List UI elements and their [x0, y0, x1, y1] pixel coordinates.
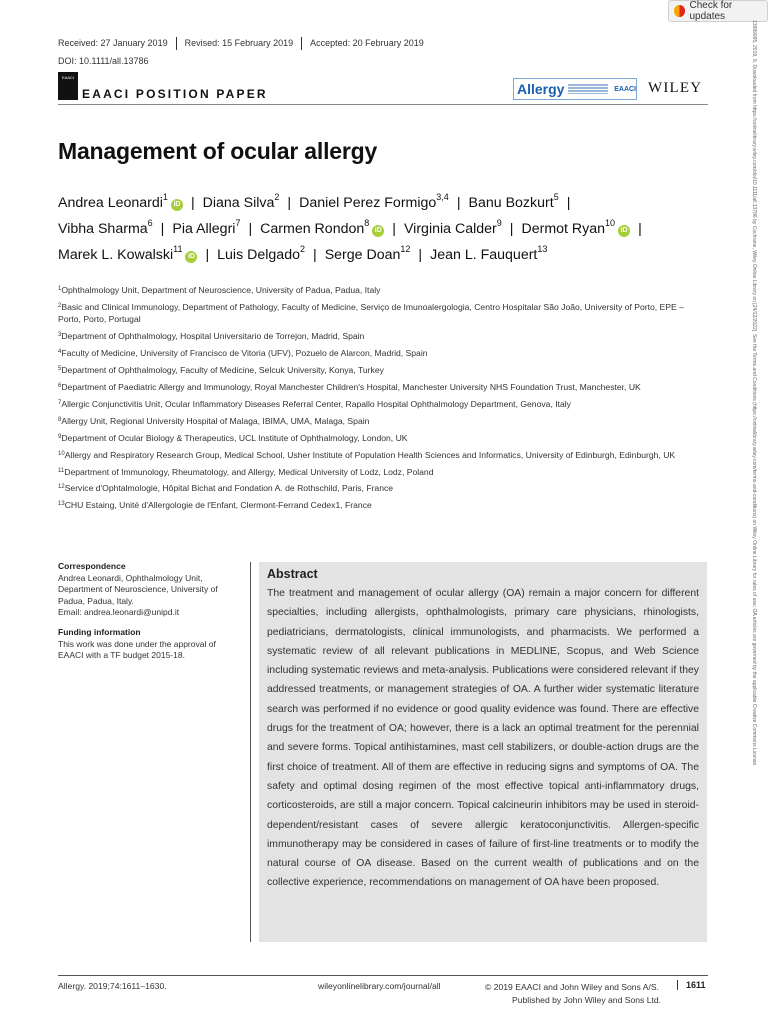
author-separator: |	[205, 247, 210, 263]
affiliation-text: Department of Paediatric Allergy and Immunology, Royal Manchester Children's Hospital, Manchester University NHS Foundation Trust, Manchester, UK	[61, 382, 641, 393]
correspondence-heading: Correspondence	[58, 561, 126, 571]
footer-page-separator	[677, 980, 678, 990]
eaaci-logo-text: EAACI	[61, 75, 74, 80]
author-affiliation-ref: 8	[364, 218, 370, 228]
author-name-text: Carmen Rondon	[260, 221, 365, 237]
affiliation-number: 5	[58, 366, 62, 373]
footer-copyright-line: © 2019 EAACI and John Wiley and Sons A/S.	[485, 982, 660, 992]
affiliation-text: CHU Estaing, Unité d'Allergologie de l'Enfant, Clermont-Ferrand Cedex1, France	[64, 500, 372, 511]
author-affiliation-ref: 10	[605, 218, 616, 228]
affiliation-number: 2	[58, 302, 62, 309]
affiliation-number: 13	[58, 501, 65, 508]
abstract-heading: Abstract	[267, 567, 318, 581]
author-affiliation-ref: 2	[299, 244, 305, 254]
funding-heading: Funding information	[58, 626, 141, 637]
funding-block	[58, 627, 243, 662]
affiliation-text: Allergy and Respiratory Research Group, Medical School, Usher Institute of Population Health Sciences and Informatics, University of Edinburgh, Edinburgh, UK	[64, 449, 676, 460]
affiliation-text: Department of Ophthalmology, Hospital Universitario de Torrejon, Madrid, Spain	[61, 331, 365, 342]
affiliation-number: 9	[58, 433, 62, 440]
check-for-updates-button[interactable]	[668, 0, 768, 22]
affiliation-text: Service d'Ophtalmologie, Hôpital Bichat and Fondation A. de Rothschild, Paris, France	[64, 483, 394, 494]
header-divider	[58, 104, 708, 105]
affiliation-item	[58, 482, 706, 495]
author-separator: |	[287, 195, 292, 211]
author-name[interactable]	[430, 244, 548, 263]
funding-line: EAACI with a TF budget 2015-18.	[58, 650, 185, 661]
funding-line: This work was done under the approval of	[58, 638, 216, 649]
orcid-icon[interactable]: iD	[618, 225, 630, 237]
author-list	[58, 190, 718, 268]
author-affiliation-ref: 5	[553, 192, 559, 202]
author-affiliation-ref: 9	[496, 218, 502, 228]
affiliation-number: 12	[58, 484, 65, 491]
author-affiliation-ref: 6	[147, 218, 153, 228]
author-name[interactable]	[217, 244, 305, 263]
author-name[interactable]	[202, 192, 280, 211]
author-name[interactable]	[468, 192, 559, 211]
footer-copyright	[485, 981, 661, 1007]
author-separator: |	[418, 247, 423, 263]
author-affiliation-ref: 11	[173, 244, 183, 254]
author-separator: |	[509, 221, 514, 237]
affiliation-text: Ophthalmology Unit, Department of Neuroscience, University of Padua, Padua, Italy	[61, 285, 381, 295]
author-affiliation-ref: 3,4	[436, 192, 449, 202]
abstract-divider	[250, 562, 251, 942]
author-name[interactable]	[58, 218, 153, 237]
affiliation-item	[58, 432, 706, 445]
correspondence-email[interactable]: Email: andrea.leonardi@unipd.it	[58, 607, 180, 618]
affiliation-item	[58, 398, 706, 411]
journal-logo-word: Allergy	[517, 81, 565, 97]
author-name-text: Marek L. Kowalski	[58, 247, 174, 263]
author-name[interactable]	[403, 218, 502, 237]
affiliation-number: 7	[58, 399, 62, 406]
affiliation-item	[58, 364, 706, 377]
author-line	[58, 216, 718, 242]
author-name[interactable]	[172, 218, 241, 237]
affiliation-number: 11	[58, 467, 65, 474]
affiliation-item	[58, 347, 706, 360]
author-name-text: Daniel Perez Formigo	[299, 195, 437, 211]
author-separator: |	[190, 195, 195, 211]
affiliation-text: Department of Ocular Biology & Therapeutics, UCL Institute of Ophthalmology, London, UK	[61, 432, 408, 443]
article-dates	[58, 37, 432, 50]
eaaci-logo	[58, 72, 78, 100]
check-for-updates-label: Check for updates	[689, 0, 733, 22]
correspondence-line: Department of Neuroscience, University of	[58, 584, 218, 595]
author-affiliation-ref: 12	[400, 244, 411, 254]
affiliation-number: 4	[58, 349, 62, 356]
author-name-text: Luis Delgado	[217, 247, 300, 263]
affiliation-item	[58, 330, 706, 343]
orcid-icon[interactable]: iD	[171, 199, 183, 211]
author-separator: |	[638, 221, 642, 237]
footer-citation: Allergy. 2019;74:1611–1630.	[58, 981, 167, 991]
author-separator: |	[313, 247, 317, 263]
author-separator: |	[392, 221, 396, 237]
author-name-text: Serge Doan	[324, 247, 401, 263]
author-affiliation-ref: 1	[162, 192, 168, 202]
affiliation-item	[58, 466, 706, 479]
author-name-text: Virginia Calder	[403, 221, 497, 237]
author-name-text: Diana Silva	[202, 195, 275, 211]
footer-journal-link[interactable]: wileyonlinelibrary.com/journal/all	[318, 981, 441, 991]
abstract-text: The treatment and management of ocular allergy (OA) remain a major concern for different specialties, including allergists, ophthalmologists, primary care physicians, rhinologists, pediatricians, dermatologists, clinical immunologists, and pharmacists. We performed a systematic review of all relevant publications in MEDLINE, Scopus, and Web Science including systematic reviews and meta-analysis. Publications were considered relevant if they addressed treatments, or management strategies of OA. A further wider systematic literature search was performed if no evidence or good quality evidence was found. There are effective drugs for the treatment of OA; however, there is a lack an optimal treatment for the perennial and severe forms. Topical antihistamines, mast cell stabilizers, or double-action drugs are the first choice of treatment. All of them are effective in reducing signs and symptoms of OA. The safety and optimal dosing regimen of the most effective topical anti-inflammatory drugs, corticosteroids, are still a major concern. Topical calcineurin inhibitors may be used in steroid-dependent/resistant cases of severe allergic keratoconjunctivitis. Allergen-specific immunotherapy may be considered in cases of failure of first-line treatments or to modify the natural course of OA disease. Based on the current wealth of publications and on the collective experience, recommendations on management of OA have been proposed.	[267, 588, 699, 889]
affiliation-text: Allergy Unit, Regional University Hospital of Malaga, IBIMA, UMA, Malaga, Spain	[61, 415, 370, 426]
section-label: EAACI POSITION PAPER	[82, 87, 268, 101]
affiliation-number: 1	[58, 286, 62, 292]
affiliation-number: 3	[58, 332, 62, 339]
author-name[interactable]	[521, 218, 630, 237]
author-affiliation-ref: 7	[235, 218, 241, 228]
article-title: Management of ocular allergy	[58, 138, 378, 164]
author-separator: |	[248, 221, 253, 237]
author-name-text: Vibha Sharma	[58, 221, 148, 237]
affiliation-text: Department of Ophthalmology, Faculty of Medicine, Selcuk University, Konya, Turkey	[61, 365, 384, 376]
author-separator: |	[566, 195, 571, 211]
author-name-text: Andrea Leonardi	[58, 195, 163, 211]
author-line	[58, 190, 718, 216]
affiliation-number: 8	[58, 416, 62, 423]
orcid-icon[interactable]: iD	[185, 251, 197, 263]
affiliation-list	[58, 284, 706, 516]
affiliation-item	[58, 381, 706, 394]
received-date: Received: 27 January 2019	[58, 38, 168, 48]
author-name-text: Banu Bozkurt	[468, 195, 554, 211]
author-line	[58, 242, 718, 268]
affiliation-text: Faculty of Medicine, University of Francisco de Vitoria (UFV), Pozuelo de Alarcon, Madrid, Spain	[61, 348, 428, 359]
affiliation-item	[58, 301, 706, 326]
page-number: 1611	[686, 980, 706, 990]
journal-logo-bars	[568, 84, 608, 94]
footer-divider	[58, 975, 708, 976]
author-separator: |	[160, 221, 165, 237]
author-separator: |	[456, 195, 461, 211]
orcid-icon[interactable]: iD	[372, 225, 384, 237]
correspondence-line: Padua, Padua, Italy.	[58, 595, 134, 606]
affiliation-item	[58, 284, 706, 297]
accepted-date: Accepted: 20 February 2019	[301, 37, 432, 50]
affiliation-text: Allergic Conjunctivitis Unit, Ocular Inflammatory Diseases Referral Center, Rapallo Hospital Ophthalmology Department, Genova, Italy	[61, 398, 571, 409]
correspondence-block	[58, 561, 243, 619]
affiliation-item	[58, 415, 706, 428]
affiliation-item	[58, 499, 706, 512]
crossmark-icon	[674, 5, 685, 17]
journal-logo-eaaci: EAACI	[614, 85, 636, 93]
author-affiliation-ref: 2	[274, 192, 280, 202]
affiliation-text: Department of Immunology, Rheumatology, and Allergy, Medical University of Lodz, Lodz, Poland	[64, 466, 434, 477]
author-name[interactable]	[58, 192, 183, 211]
correspondence-line: Andrea Leonardi, Ophthalmology Unit,	[58, 572, 203, 583]
doi-link[interactable]: DOI: 10.1111/all.13786	[58, 56, 149, 66]
publisher-logo: WILEY	[648, 80, 703, 96]
revised-date: Revised: 15 February 2019	[176, 37, 302, 50]
affiliation-number: 6	[58, 383, 62, 390]
article-sidebar	[58, 561, 243, 670]
abstract-box	[259, 562, 707, 942]
affiliation-number: 10	[58, 450, 65, 457]
author-name[interactable]	[260, 218, 384, 237]
affiliation-text: Basic and Clinical Immunology, Department of Pathology, Faculty of Medicine, Serviço de Imunoalergologia, Centro Hospitalar São João, University of Porto, EPE – Porto, Porto, Portugal	[58, 301, 684, 325]
author-name[interactable]	[58, 244, 197, 263]
footer-publisher-line: Published by John Wiley and Sons Ltd.	[512, 995, 662, 1005]
author-name[interactable]	[299, 192, 449, 211]
author-name[interactable]	[324, 244, 411, 263]
author-name-text: Jean L. Fauquert	[430, 247, 538, 263]
author-name-text: Pia Allegri	[172, 221, 236, 237]
allergy-journal-logo	[513, 78, 637, 100]
download-side-note: 13989995, 2019, 9, Downloaded from https://onlinelibrary.wiley.com/doi/10.1111/all.13786 by Cochrane, Wiley Online Library on [24/12/2022]. See the Terms and Conditions (https://onlinelibrary.wiley.com/terms-and-conditions) on Wiley Online Library for rules of use; OA articles are governed by the applicable Creative Commons License	[751, 20, 757, 766]
affiliation-item	[58, 449, 706, 462]
author-name-text: Dermot Ryan	[521, 221, 606, 237]
author-affiliation-ref: 13	[537, 244, 548, 254]
